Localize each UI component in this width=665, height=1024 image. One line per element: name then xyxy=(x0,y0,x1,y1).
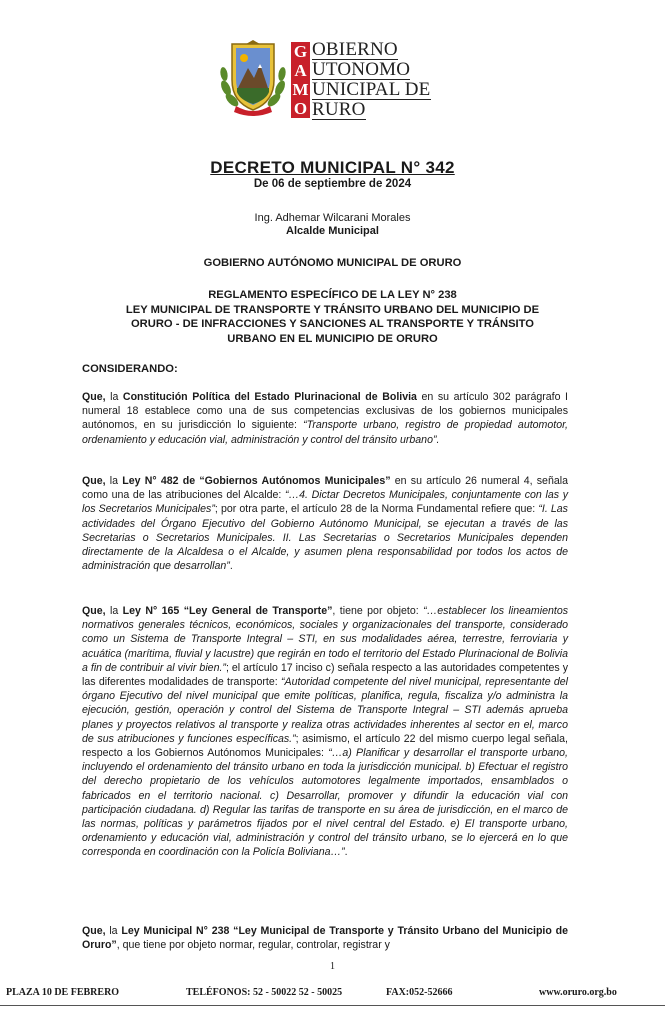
footer-divider xyxy=(0,1005,665,1006)
para-lead: Que, xyxy=(82,925,106,937)
government-name: GOBIERNO AUTÓNOMO MUNICIPAL DE ORURO xyxy=(203,257,462,269)
para-text: , que tiene por objeto normar, regular, controlar, registrar y xyxy=(116,939,390,952)
coat-of-arms-logo xyxy=(218,40,288,118)
para-bold: Ley N° 165 “Ley General de Transporte” xyxy=(122,605,333,617)
brand-letter: M xyxy=(292,80,309,99)
footer-website-link[interactable]: www.oruro.org.bo xyxy=(539,987,617,998)
brand-word: RURO xyxy=(312,99,366,120)
considerando-paragraph xyxy=(82,924,568,952)
para-bold: Ley Municipal N° 238 “Ley Municipal de Transporte y Tránsito Urbano del Municipio de Oruro” xyxy=(82,925,568,952)
considerando-paragraph xyxy=(82,604,568,860)
footer-address: PLAZA 10 DE FEBRERO xyxy=(6,987,120,998)
para-quote: “…establecer los lineamientos normativos generales técnicos, económicos, sociales y organizacionales del transporte, considerado como un Sistema de Transporte Integral – STI, en sus modalidades aérea, terrestre, ferroviaria y acuática (marítima, fluvial y lacustre) que regirán en todo el territorio del Estado Plurinacional de Bolivia a fin de contribuir al vivir bien.” xyxy=(82,605,569,674)
brand-letter: O xyxy=(293,99,308,118)
para-text: . xyxy=(229,560,233,573)
brand-word: OBIERNO xyxy=(312,39,398,60)
brand-letter: G xyxy=(293,42,308,61)
considerando-heading: CONSIDERANDO: xyxy=(82,363,178,375)
brand-wordmark xyxy=(312,40,431,120)
signer-name: Ing. Adhemar Wilcarani Morales xyxy=(254,212,411,224)
para-text: la xyxy=(105,925,122,937)
footer-phones: TELÉFONOS: 52 - 50022 52 - 50025 xyxy=(186,987,343,998)
para-quote: “…a) Planificar y desarrollar el transporte urbano, incluyendo el ordenamiento del tránsito urbano en toda la jurisdicción municipal. b) Efectuar el registro del derecho propietario de los vehículos automotores legalmente importados, ensamblados o fabricados en el territorio nacional. c) Desarrollar, promover y difundir la educación vial con participación ciudadana. d) Regular las tarifas de transporte en su área de jurisdicción, en el marco de las normas, políticas y parámetros fijados por el nivel central del Estado. e) El transporte urbano, ordenamiento y educación vial, administración y control del tránsito urbano, se lo ejercerá en lo que corresponda en coordinación con la Policía Boliviana…” xyxy=(82,747,568,859)
regulation-title-line: ORURO - DE INFRACCIONES Y SANCIONES AL TRANSPORTE Y TRÁNSITO xyxy=(130,318,534,331)
para-text: la xyxy=(105,391,123,403)
para-text: ; asimismo, el artículo 22 del mismo cuerpo legal señala, respecto a los Gobiernos Autónomos Municipales: xyxy=(82,732,568,760)
para-bold: Ley N° 482 de “Gobiernos Autónomos Municipales” xyxy=(122,475,391,487)
regulation-title-line: REGLAMENTO ESPECÍFICO DE LA LEY N° 238 xyxy=(208,289,457,301)
brand-word: UTONOMO xyxy=(312,59,411,80)
decree-title: DECRETO MUNICIPAL N° 342 xyxy=(210,158,455,177)
para-text: , tiene por objeto: xyxy=(332,605,424,617)
regulation-title xyxy=(0,288,665,346)
para-quote: “I. Las actividades del Órgano Ejecutivo del Gobierno Autónomo Municipal, se ejecutan a través de las Secretarias o Secretarios Municipales. II. Las Secretarias o Secretarios Municipales dependen directamente de la Alcaldesa o el Alcalde, y asumen plena responsabilidad por todos los actos de administración que desarrollan” xyxy=(82,503,568,573)
para-lead: Que, xyxy=(82,391,106,403)
signer-role: Alcalde Municipal xyxy=(286,225,379,237)
brand-letter: A xyxy=(294,61,307,80)
para-quote: “Autoridad competente del nivel municipal, representante del órgano Ejecutivo del nivel municipal que emite políticas, planifica, regula, fiscaliza y/o administra la ejecución, gestión, operación y control del Sistema de Transporte Integral – STI además aprueba planes y proyectos relativos al transporte y realiza otras actividades inherentes al sector en el, marco de sus atribuciones y funciones específicas.” xyxy=(82,676,569,745)
decree-date: De 06 de septiembre de 2024 xyxy=(253,178,412,190)
considerando-paragraph xyxy=(82,474,568,573)
para-text: ; el artículo 17 inciso c) señala respecto a las autoridades competentes y las diferentes modalidades de transporte: xyxy=(82,661,568,689)
para-text: . xyxy=(344,846,348,859)
para-text: en su artículo 302 parágrafo I numeral 18 establece como una de sus competencias exclusivas de los gobiernos municipales autónomos, en su jurisdicción lo siguiente: xyxy=(82,391,568,432)
considerando-paragraph xyxy=(82,390,568,447)
para-lead: Que, xyxy=(82,475,106,487)
brand-letters-block xyxy=(291,42,310,118)
para-bold: Constitución Política del Estado Plurinacional de Bolivia xyxy=(122,391,417,403)
brand-word: UNICIPAL DE xyxy=(312,79,431,100)
footer-fax: FAX:052-52666 xyxy=(386,987,453,998)
page-number: 1 xyxy=(330,961,335,972)
para-quote: “…4. Dictar Decretos Municipales, conjuntamente con las y los Secretarios Municipales” xyxy=(82,489,568,516)
para-quote: “Transporte urbano, registro de propiedad automotor, ordenamiento y educación vial, administración y control del tránsito urbano”. xyxy=(82,419,568,446)
para-lead: Que, xyxy=(82,605,106,617)
para-text: la xyxy=(105,605,123,617)
para-text: en su artículo 26 numeral 4, señala como una de las atribuciones del Alcalde: xyxy=(82,475,568,502)
regulation-title-line: URBANO EN EL MUNICIPIO DE ORURO xyxy=(227,332,438,345)
para-text: ; por otra parte, el artículo 28 de la Norma Fundamental refiere que: xyxy=(214,503,539,516)
regulation-title-line: LEY MUNICIPAL DE TRANSPORTE Y TRÁNSITO URBANO DEL MUNICIPIO DE xyxy=(125,303,540,316)
para-text: la xyxy=(105,475,123,487)
